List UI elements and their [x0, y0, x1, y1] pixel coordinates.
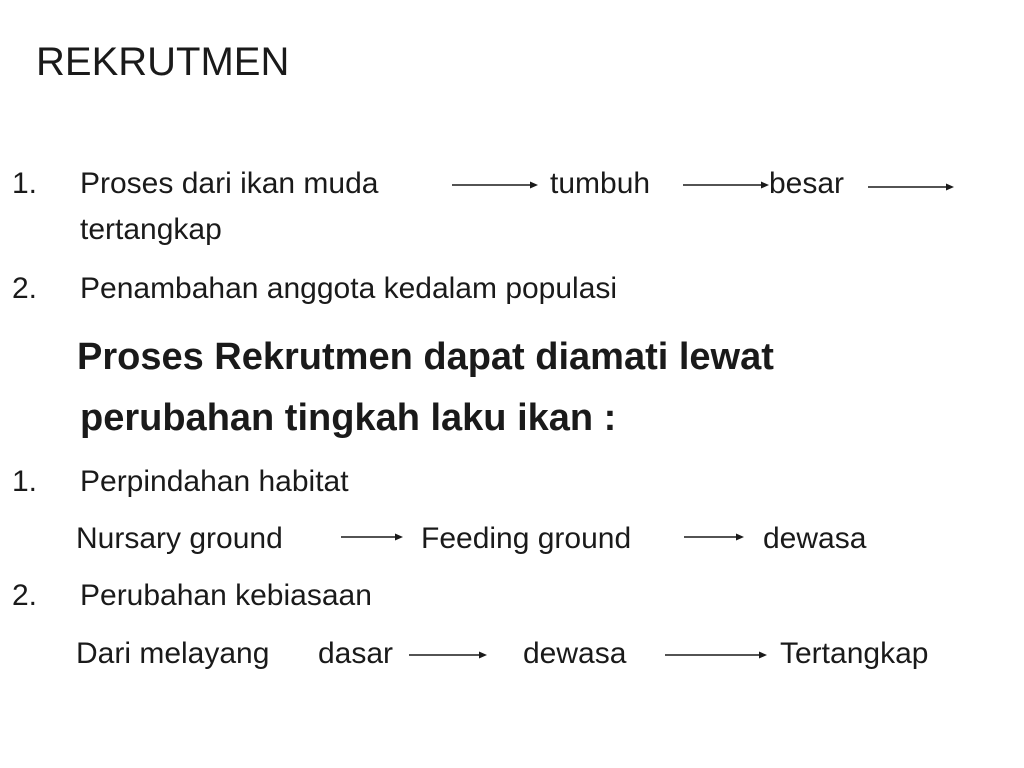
slide-title: REKRUTMEN [36, 40, 290, 84]
flow2-step2: dewasa [523, 637, 627, 670]
list1-item2-text: Penambahan anggota kedalam populasi [80, 272, 618, 305]
right-arrow-icon [665, 650, 767, 660]
list1-item1-part3: besar [769, 167, 845, 200]
flow1-step2: Feeding ground [421, 522, 632, 555]
heading-line2: perubahan tingkah laku ikan : [80, 397, 617, 439]
list2-item2-number: 2. [12, 579, 38, 612]
list1-item1-part1: Proses dari ikan muda [80, 167, 379, 200]
flow2-step1: dasar [318, 637, 394, 670]
list2-item1-number: 1. [12, 465, 38, 498]
list1-item2-number: 2. [12, 272, 38, 305]
list1-item1-number: 1. [12, 167, 38, 200]
list1-item1-part4: tertangkap [80, 213, 222, 246]
flow2-step3: Tertangkap [780, 637, 929, 670]
flow1-step1: Nursary ground [76, 522, 283, 555]
list1-item1-part2: tumbuh [550, 167, 651, 200]
heading-line1: Proses Rekrutmen dapat diamati lewat [77, 336, 774, 378]
right-arrow-icon [868, 182, 954, 192]
right-arrow-icon [684, 532, 744, 542]
flow1-step3: dewasa [763, 522, 867, 555]
right-arrow-icon [683, 180, 769, 190]
list2-item1-text: Perpindahan habitat [80, 465, 349, 498]
right-arrow-icon [409, 650, 487, 660]
list2-item2-text: Perubahan kebiasaan [80, 579, 372, 612]
right-arrow-icon [452, 180, 538, 190]
flow2-start: Dari melayang [76, 637, 270, 670]
right-arrow-icon [341, 532, 403, 542]
